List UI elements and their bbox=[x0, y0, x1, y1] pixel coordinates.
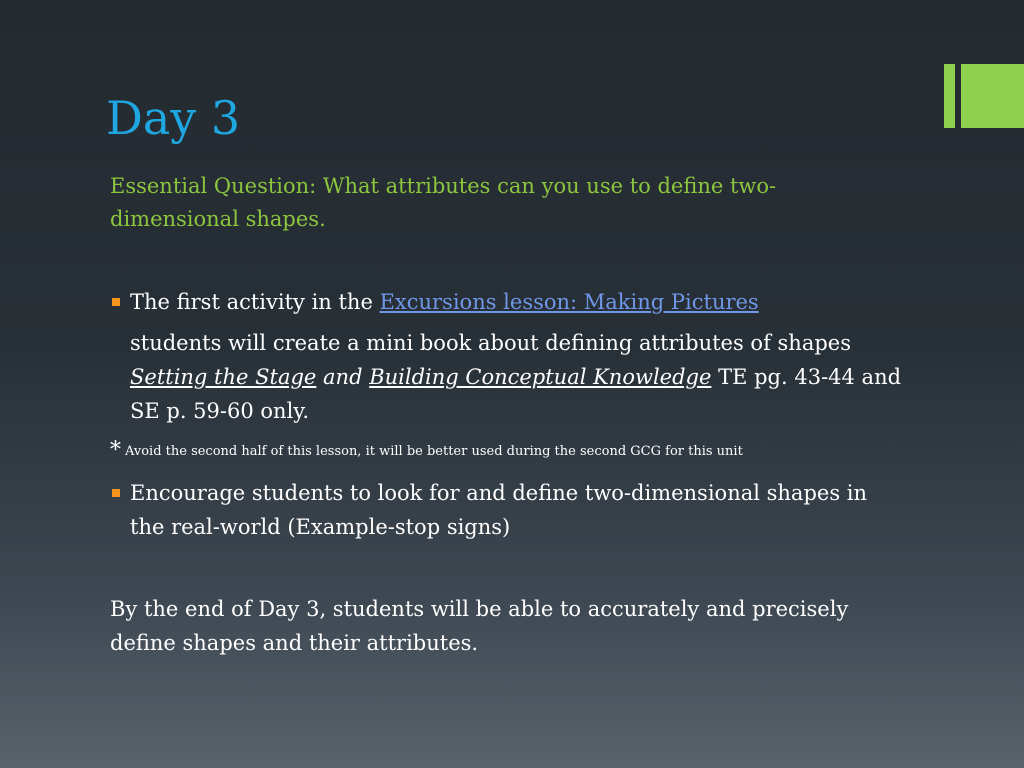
building-conceptual-knowledge-text: Building Conceptual Knowledge bbox=[369, 365, 712, 389]
square-bullet-icon bbox=[112, 489, 120, 497]
setting-the-stage-text: Setting the Stage bbox=[130, 365, 317, 389]
bullet-text bbox=[110, 285, 900, 319]
excursions-lesson-link[interactable]: Excursions lesson: Making Pictures bbox=[379, 290, 759, 314]
lesson-note bbox=[110, 437, 890, 465]
lesson-note-text: Avoid the second half of this lesson, it will be better used during the second GCG for this unit bbox=[125, 444, 743, 459]
closing-statement: By the end of Day 3, students will be able to accurately and precisely define shapes and their attributes. bbox=[110, 597, 849, 655]
slide-title: Day 3 bbox=[106, 91, 241, 145]
activity-description-text: students will create a mini book about defining attributes of shapes bbox=[130, 331, 851, 355]
bullet-first-activity bbox=[110, 285, 900, 319]
asterisk-icon: * bbox=[110, 438, 121, 463]
decorative-accent-bar-thick bbox=[961, 64, 1024, 128]
and-text: and bbox=[316, 365, 370, 389]
square-bullet-icon bbox=[112, 298, 120, 306]
page-reference-text: TE pg. 43-44 and SE p. 59-60 only. bbox=[130, 365, 902, 423]
bullet-text-lead: The first activity in the bbox=[130, 290, 380, 314]
activity-description bbox=[130, 326, 910, 428]
bullet-encourage-students bbox=[110, 476, 900, 544]
decorative-accent-bar-thin bbox=[944, 64, 955, 128]
bullet-text: Encourage students to look for and define two-dimensional shapes in the real-world (Example-stop signs) bbox=[130, 481, 868, 539]
essential-question: Essential Question: What attributes can you use to define two-dimensional shapes. bbox=[110, 174, 777, 231]
